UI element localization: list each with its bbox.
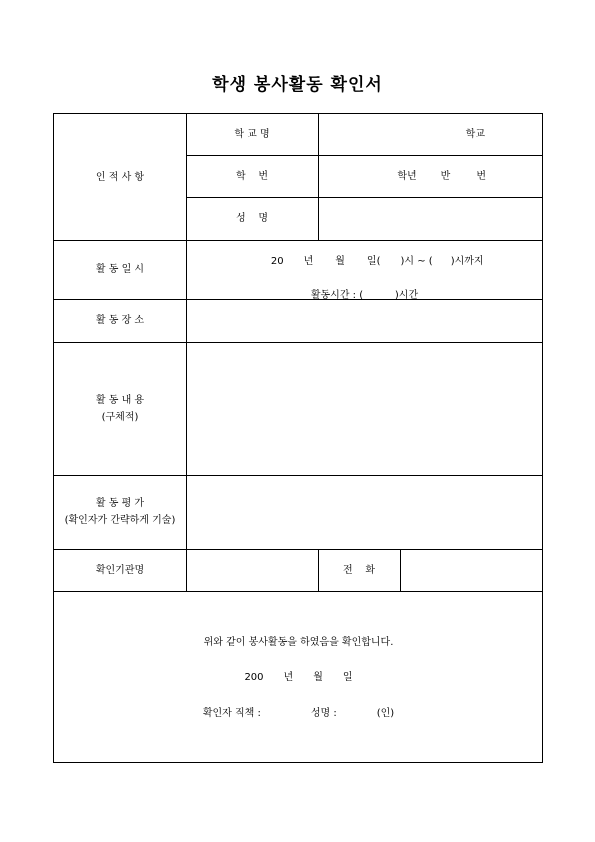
seal-mark: (인) bbox=[376, 707, 395, 719]
school-label: 학 교 명 bbox=[234, 129, 270, 140]
confirmer-name-label: 성명 : bbox=[310, 707, 337, 719]
confirmation-date: 200 년 월 일 bbox=[244, 671, 353, 683]
activity-evaluation-label: 활 동 평 가 bbox=[95, 498, 145, 509]
activity-content-label: 활 동 내 용 bbox=[95, 394, 145, 406]
activity-content-field[interactable] bbox=[186, 342, 543, 475]
activity-evaluation-sublabel: (확인자가 간략하게 기술) bbox=[64, 515, 176, 526]
activity-datetime-line1: 20 년 월 일( )시 ~ ( )시까지 bbox=[270, 255, 484, 267]
student-number-field[interactable] bbox=[318, 155, 543, 197]
confirmer-signature-line bbox=[54, 703, 543, 723]
phone-field[interactable] bbox=[400, 549, 543, 591]
activity-content-sublabel: (구체적) bbox=[101, 411, 139, 423]
school-suffix: 학교 bbox=[465, 129, 485, 140]
activity-place-field[interactable] bbox=[186, 299, 543, 342]
grade-suffix: 학년 bbox=[397, 170, 417, 182]
confirmation-form bbox=[53, 113, 543, 763]
row-divider bbox=[54, 591, 543, 592]
institution-field[interactable] bbox=[186, 549, 318, 591]
activity-content-label-cell bbox=[54, 342, 186, 475]
school-field[interactable] bbox=[318, 114, 543, 155]
name-field[interactable] bbox=[318, 197, 543, 240]
phone-label: 전 화 bbox=[342, 564, 376, 576]
activity-evaluation-field[interactable] bbox=[186, 475, 543, 549]
name-label: 성 명 bbox=[235, 213, 269, 224]
activity-place-label: 활 동 장 소 bbox=[95, 315, 145, 326]
document-title: 학생 봉사활동 확인서 bbox=[212, 75, 383, 95]
activity-evaluation-label-cell bbox=[54, 475, 186, 549]
number-suffix: 번 bbox=[476, 170, 486, 182]
personal-info-label: 인 적 사 항 bbox=[95, 171, 145, 183]
confirmation-statement: 위와 같이 봉사활동을 하였음을 확인합니다. bbox=[203, 636, 394, 648]
confirmer-position-label: 확인자 직책 : bbox=[202, 707, 261, 719]
institution-label: 확인기관명 bbox=[95, 564, 145, 576]
class-suffix: 반 bbox=[440, 170, 451, 182]
activity-datetime-label: 활 동 일 시 bbox=[95, 264, 145, 275]
activity-datetime-field[interactable] bbox=[186, 240, 543, 299]
activity-hours-line: 활동시간 : ( )시간 bbox=[310, 289, 419, 301]
student-number-label: 학 번 bbox=[235, 170, 269, 182]
